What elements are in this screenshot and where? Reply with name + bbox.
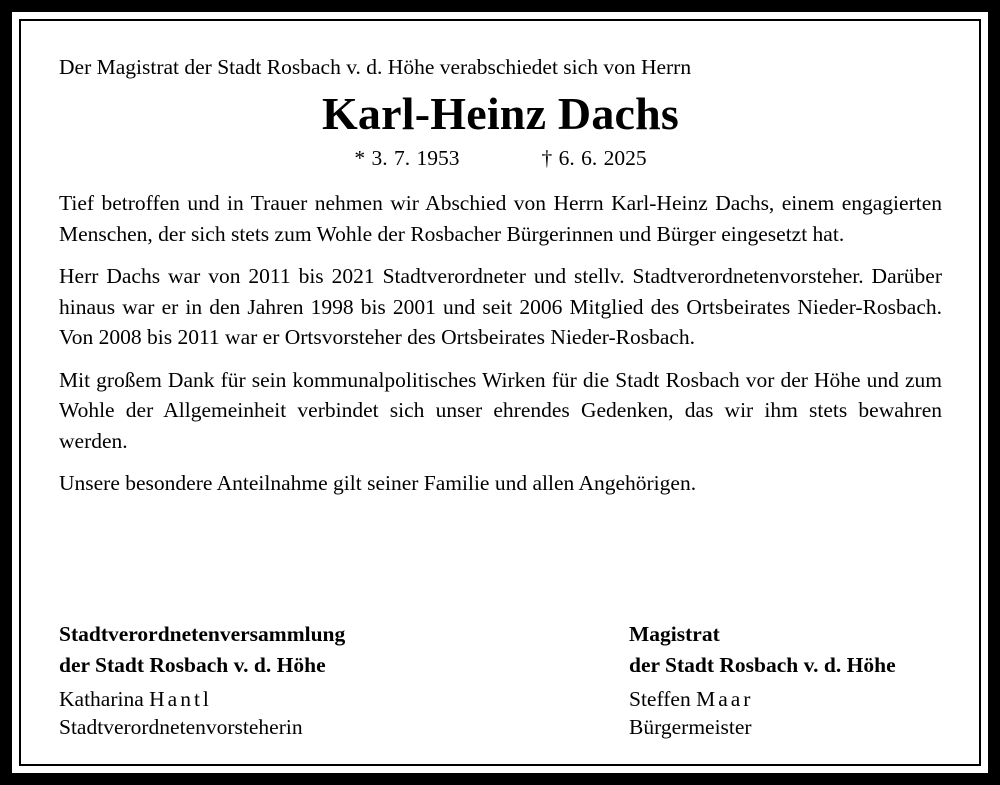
signature-heading-line1: Magistrat bbox=[629, 622, 720, 646]
paragraph-career: Herr Dachs war von 2011 bis 2021 Stadtverordneter und stellv. Stadtverordnetenvorsteher. Darüber hinaus war er in den Jahren 1998 bis 2001 und seit 2006 Mitglied des Ortsbeirates Nieder-Rosbach. Von 2008 bis 2011 war er Ortsvorsteher des Ortsbeirates Nieder-Rosbach. bbox=[59, 264, 942, 349]
signatory-first-name: Katharina bbox=[59, 687, 144, 711]
birth-date: * 3. 7. 1953 bbox=[354, 146, 460, 170]
obituary-body bbox=[59, 52, 942, 499]
signature-heading-line2: der Stadt Rosbach v. d. Höhe bbox=[629, 653, 896, 677]
signature-magistrate bbox=[629, 619, 896, 741]
signature-council bbox=[59, 619, 345, 741]
signatory-role: Bürgermeister bbox=[629, 715, 752, 739]
death-date: † 6. 6. 2025 bbox=[541, 146, 647, 170]
signatory-last-name: Hantl bbox=[149, 687, 212, 711]
paragraph-condolence: Tief betroffen und in Trauer nehmen wir Abschied von Herrn Karl-Heinz Dachs, einem engagierten Menschen, der sich stets zum Wohle der Rosbacher Bürgerinnen und Bürger eingesetzt hat. bbox=[59, 191, 942, 246]
signature-heading-line2: der Stadt Rosbach v. d. Höhe bbox=[59, 653, 326, 677]
paragraph-gratitude: Mit großem Dank für sein kommunalpolitisches Wirken für die Stadt Rosbach vor der Höhe und zum Wohle der Allgemeinheit verbindet sich unser ehrendes Gedenken, das wir ihm stets bewahren werden. bbox=[59, 367, 942, 453]
signatory-first-name: Steffen bbox=[629, 687, 691, 711]
life-dates bbox=[59, 143, 942, 173]
intro-line: Der Magistrat der Stadt Rosbach v. d. Höhe verabschiedet sich von Herrn bbox=[59, 55, 692, 79]
signatory-name bbox=[59, 685, 345, 713]
signatory-role: Stadtverordnetenvorsteherin bbox=[59, 715, 303, 739]
paragraph-sympathy: Unsere besondere Anteilnahme gilt seiner Familie und allen Angehörigen. bbox=[59, 471, 697, 495]
deceased-name: Karl-Heinz Dachs bbox=[321, 88, 680, 139]
signature-heading-line1: Stadtverordnetenversammlung bbox=[59, 622, 346, 646]
signatory-name bbox=[629, 685, 896, 713]
signatory-last-name: Maar bbox=[696, 687, 754, 711]
